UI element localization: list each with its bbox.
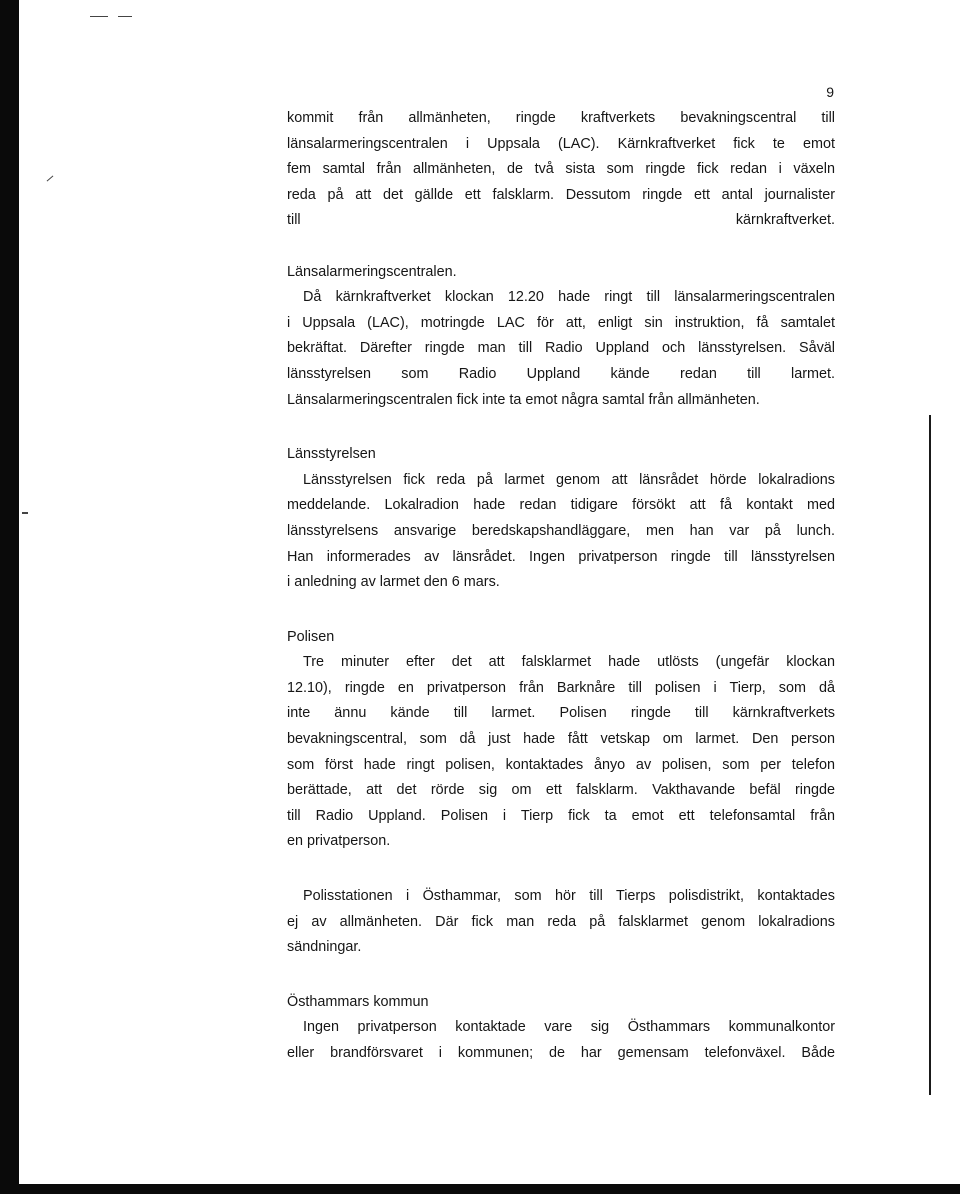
text-line: länsstyrelsens ansvarige beredskapshandläggare, men han var på lunch. [287, 522, 835, 539]
scan-edge-left [0, 0, 19, 1194]
text-line: kommit från allmänheten, ringde kraftverkets bevakningscentral till [287, 110, 835, 126]
text-line: som först hade ringt polisen, kontaktades ånyo av polisen, som per telefon [287, 756, 835, 773]
section-heading: Östhammars kommun [287, 993, 429, 1010]
scan-speck [47, 176, 54, 182]
text-line: eller brandförsvaret i kommunen; de har gemensam telefonväxel. Både [287, 1045, 835, 1061]
text-line: inte ännu kände till larmet. Polisen ringde till kärnkraftverkets [287, 705, 835, 722]
section-lansstyrelsen [287, 442, 835, 596]
section-heading: Polisen [287, 628, 335, 645]
text-line: reda på att det gällde ett falsklarm. Dessutom ringde ett antal journalister [287, 186, 835, 203]
section-lac [287, 260, 835, 414]
page-number: 9 [826, 84, 834, 100]
paragraph-polisstationen [287, 884, 835, 961]
margin-change-bar [929, 415, 931, 1095]
text-line: länsstyrelsen som Radio Uppland kände redan till larmet. [287, 365, 835, 382]
text-line: bevakningscentral, som då just hade fått vetskap om larmet. Den person [287, 731, 835, 748]
text-line: meddelande. Lokalradion hade redan tidigare försökt att få kontakt med [287, 497, 835, 514]
text-line: Länsalarmeringscentralen fick inte ta emot några samtal från allmänheten. [287, 391, 760, 408]
text-line: Ingen privatperson kontaktade vare sig Östhammars kommunalkontor [303, 1019, 835, 1036]
text-line: i anledning av larmet den 6 mars. [287, 574, 500, 591]
text-line: sändningar. [287, 939, 362, 956]
scan-edge-bottom [0, 1184, 960, 1194]
text-line: länsalarmeringscentralen i Uppsala (LAC). Kärnkraftverket fick te emot [287, 135, 835, 152]
text-line: Han informerades av länsrådet. Ingen privatperson ringde till länsstyrelsen [287, 548, 835, 565]
text-line: Då kärnkraftverket klockan 12.20 hade ringt till länsalarmeringscentralen [303, 289, 835, 306]
text-line: Tre minuter efter det att falsklarmet hade utlösts (ungefär klockan [303, 654, 835, 671]
text-line: bekräftat. Därefter ringde man till Radio Uppland och länsstyrelsen. Såväl [287, 340, 835, 357]
section-osthammars-kommun [287, 990, 835, 1067]
text-line: fem samtal från allmänheten, de två sista som ringde fick redan i växeln [287, 161, 835, 178]
section-heading: Länsstyrelsen [287, 446, 376, 463]
section-polisen [287, 625, 835, 855]
text-line: ej av allmänheten. Där fick man reda på falsklarmet genom lokalradions [287, 913, 835, 930]
document-body [287, 106, 835, 1067]
scan-speck [118, 16, 132, 17]
scan-speck [22, 512, 28, 514]
text-line: i Uppsala (LAC), motringde LAC för att, enligt sin instruktion, få samtalet [287, 314, 835, 331]
text-line: Länsstyrelsen fick reda på larmet genom att länsrådet hörde lokalradions [303, 471, 835, 488]
text-line: berättade, att det rörde sig om ett falsklarm. Vakthavande befäl ringde [287, 782, 835, 799]
paragraph-intro [287, 106, 835, 234]
text-line: en privatperson. [287, 833, 391, 850]
text-line: till Radio Uppland. Polisen i Tierp fick ta emot ett telefonsamtal från [287, 807, 835, 824]
text-line: 12.10), ringde en privatperson från Barknåre till polisen i Tierp, som då [287, 679, 835, 696]
scan-speck [90, 16, 108, 17]
section-heading: Länsalarmeringscentralen. [287, 263, 457, 280]
text-line: till kärnkraftverket. [287, 212, 835, 229]
text-line: Polisstationen i Östhammar, som hör till Tierps polisdistrikt, kontaktades [303, 888, 835, 905]
